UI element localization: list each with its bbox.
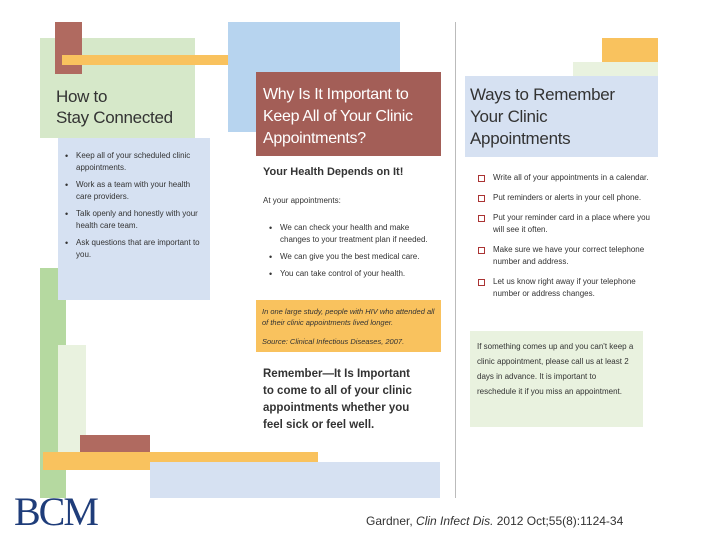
citation [366,514,623,528]
col2-remember: Remember—It Is Important to come to all of your clinic appointments whether you feel sick or feel well. [263,368,412,431]
col1-item: • Ask questions that are important to you. [62,237,202,261]
citation-author: Gardner, [366,514,413,528]
col1-title [56,86,173,128]
citation-journal: Clin Infect Dis. [416,514,494,528]
col1-list-panel [58,138,210,300]
col1-title-line2: Stay Connected [56,108,173,127]
col1-bullet-list [62,150,202,266]
col2-bullet-list [266,222,436,285]
bg-maroon-strip [55,22,82,74]
col3-title: Ways to Remember Your Clinic Appointments [470,85,615,148]
col2-study-callout [256,300,441,352]
col2-subtitle: Your Health Depends on It! [263,166,404,178]
col3-item: Write all of your appointments in a calendar. [476,172,656,184]
col2-item: • We can give you the best medical care. [266,251,436,263]
col2-item: • We can check your health and make changes to your treatment plan if needed. [266,222,436,246]
col2-title: Why Is It Important to Keep All of Your Clinic Appointments? [263,86,413,147]
col3-title-panel [465,76,658,157]
citation-details: 2012 Oct;55(8):1124-34 [496,514,624,528]
col2-title-panel [256,72,441,156]
col1-title-line1: How to [56,87,108,106]
col3-item: Make sure we have your correct telephone number and address. [476,244,656,268]
col3-item: Put reminders or alerts in your cell phone. [476,192,656,204]
col2-intro: At your appointments: [263,196,341,205]
col3-item: Put your reminder card in a place where you will see it often. [476,212,656,236]
col1-item: • Work as a team with your health care providers. [62,179,202,203]
col1-item: • Talk openly and honestly with your health care team. [62,208,202,232]
col3-callout-text: If something comes up and you can't keep a clinic appointment, please call us at least 2 days in advance. It is important to reschedule it if you miss an appointment. [477,342,634,396]
col3-item: Let us know right away if your telephone number or address changes. [476,276,656,300]
bg-lightgreen-right [573,62,658,76]
col2-study-source: Source: Clinical Infectious Diseases, 2007. [262,337,405,346]
panel-divider-line [455,22,456,498]
col3-checkbox-list [476,172,656,305]
bg-orange-block-right [602,38,658,63]
bcm-logo: BCM [14,489,97,534]
col3-callout-panel [470,331,643,427]
col2-study-text: In one large study, people with HIV who attended all of their clinic appointments lived longer. [262,307,435,327]
bg-lightblue-bottom [150,462,440,498]
col1-item: • Keep all of your scheduled clinic appointments. [62,150,202,174]
col2-item: • You can take control of your health. [266,268,436,280]
